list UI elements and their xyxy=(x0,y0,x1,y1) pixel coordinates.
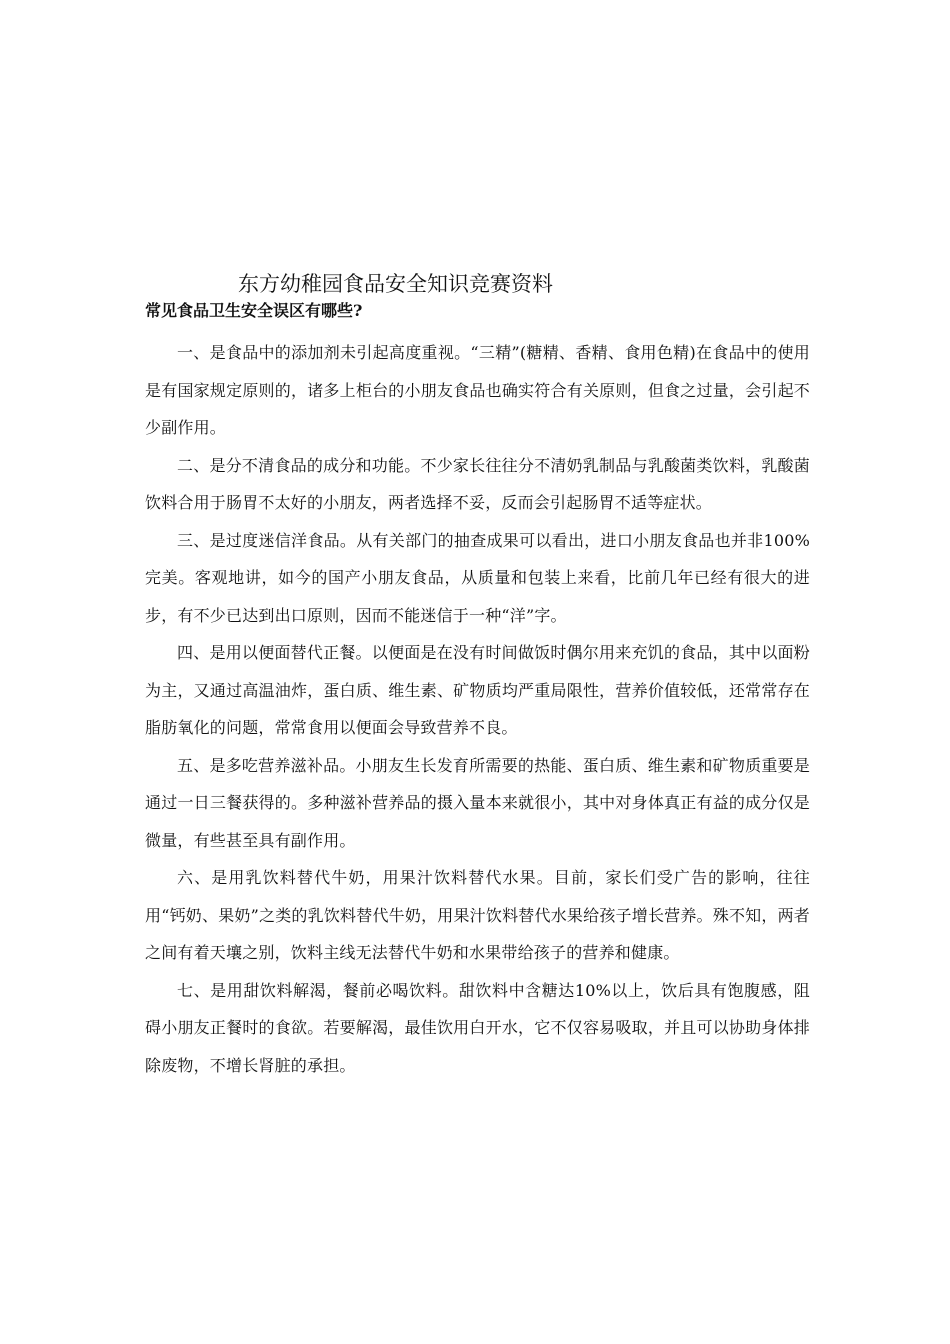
paragraph-3: 三、是过度迷信洋食品。从有关部门的抽查成果可以看出，进口小朋友食品也并非100%完美。客观地讲，如今的国产小朋友食品，从质量和包装上来看，比前几年已经有很大的进步，有不少已达到出口原则，因而不能迷信于一种“洋”字。 xyxy=(145,530,810,625)
paragraph-1: 一、是食品中的添加剂未引起高度重视。“三精”(糖精、香精、食用色精)在食品中的使用是有国家规定原则的，诸多上柜台的小朋友食品也确实符合有关原则，但食之过量，会引起不少副作用。 xyxy=(145,343,810,437)
paragraph-2: 二、是分不清食品的成分和功能。不少家长往往分不清奶乳制品与乳酸菌类饮料，乳酸菌饮料合用于肠胃不太好的小朋友，两者选择不妥，反而会引起肠胃不适等症状。 xyxy=(145,455,810,512)
paragraph-5: 五、是多吃营养滋补品。小朋友生长发育所需要的热能、蛋白质、维生素和矿物质重要是通过一日三餐获得的。多种滋补营养品的摄入量本来就很小，其中对身体真正有益的成分仅是微量，有些甚至具有副作用。 xyxy=(145,755,810,850)
document-title: 东方幼稚园食品安全知识竞赛资料 xyxy=(238,272,553,296)
paragraph-4: 四、是用以便面替代正餐。以便面是在没有时间做饭时偶尔用来充饥的食品，其中以面粉为主，又通过高温油炸，蛋白质、维生素、矿物质均严重局限性，营养价值较低，还常常存在脂肪氧化的问题，常常食用以便面会导致营养不良。 xyxy=(145,643,810,737)
paragraph-6: 六、是用乳饮料替代牛奶，用果汁饮料替代水果。目前，家长们受广告的影响，往往用“钙奶、果奶”之类的乳饮料替代牛奶，用果汁饮料替代水果给孩子增长营养。殊不知，两者之间有着天壤之别，饮料主线无法替代牛奶和水果带给孩子的营养和健康。 xyxy=(145,868,810,962)
document-body xyxy=(145,334,810,1084)
section-heading: 常见食品卫生安全误区有哪些? xyxy=(145,301,363,320)
paragraph-7: 七、是用甜饮料解渴，餐前必喝饮料。甜饮料中含糖达10%以上，饮后具有饱腹感，阻碍小朋友正餐时的食欲。若要解渴，最佳饮用白开水，它不仅容易吸取，并且可以协助身体排除废物，不增长肾脏的承担。 xyxy=(145,980,810,1075)
